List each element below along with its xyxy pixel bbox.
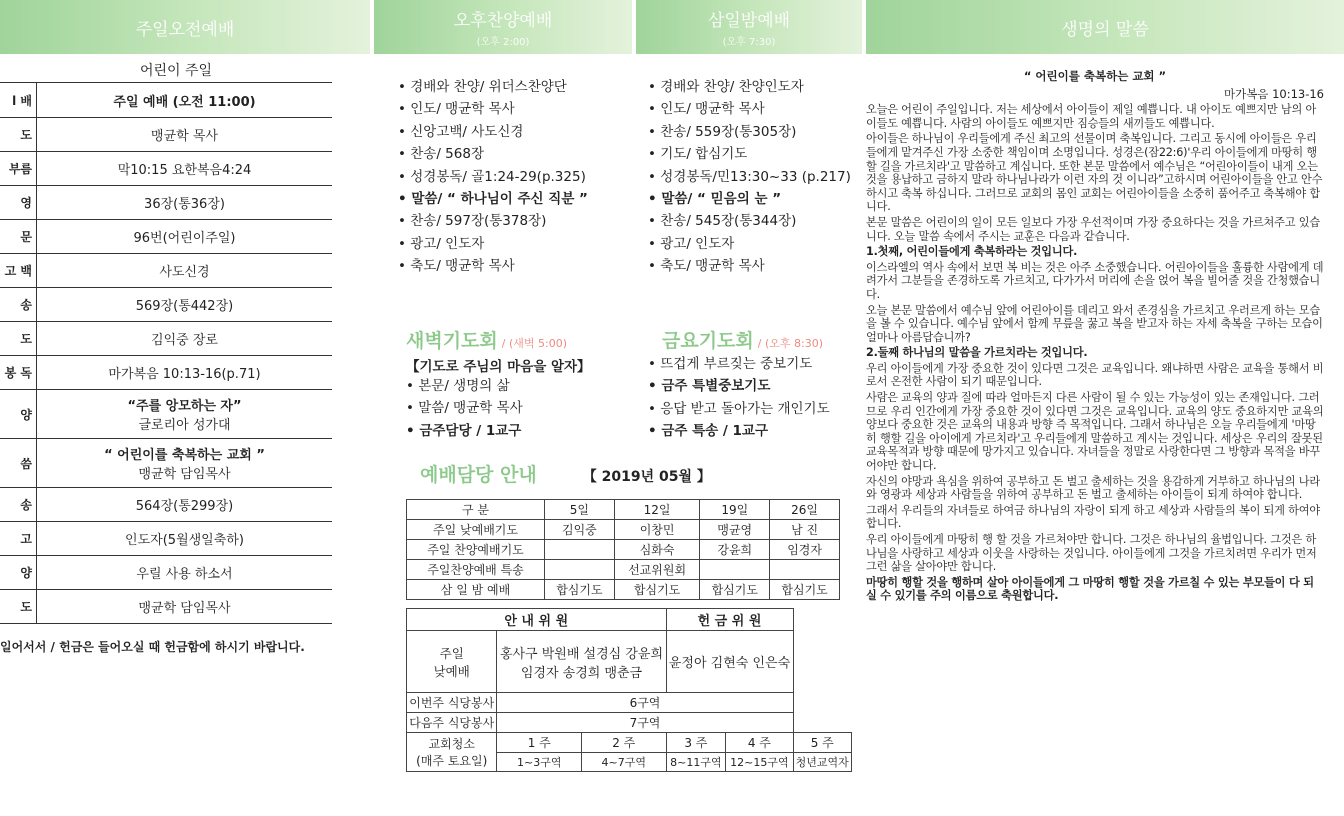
worship-row xyxy=(0,83,332,118)
worship-row-value xyxy=(37,322,332,355)
worship-row-subtext: 맹균학 담임목사 xyxy=(138,467,231,482)
list-item: • 경배와 찬양/ 찬양인도자 xyxy=(648,76,862,98)
worship-row xyxy=(0,254,332,288)
list-item: • 뜨겁게 부르짖는 중보기도 xyxy=(648,353,862,375)
duty-header-cell: 12일 xyxy=(614,500,700,520)
sermon-title: “ 어린이를 축복하는 교회 ” xyxy=(1023,69,1167,83)
duty-cell: 합심기도 xyxy=(545,580,615,600)
worship-rows xyxy=(0,83,332,624)
worship-row-value xyxy=(37,152,332,185)
friday-prayer xyxy=(648,326,862,443)
duty-header-cell: 19일 xyxy=(700,500,770,520)
worship-row-text: 인도자(5월생일축하) xyxy=(125,533,244,548)
dawn-prayer-time: / (새벽 5:00) xyxy=(501,337,568,350)
offering-committee-members: 윤정아 김현숙 인은숙 xyxy=(666,631,793,693)
worship-row-text: 569장(통442장) xyxy=(135,299,234,314)
cleaning-label-sub: (매주 토요일) xyxy=(416,754,488,768)
guide-members-line-2: 임경자 송경희 맹춘금 xyxy=(520,665,643,681)
dawn-prayer-title: 새벽기도회 xyxy=(406,330,498,352)
offering-note: 일어서서 / 헌금은 들어오실 때 헌금함에 하시기 바랍니다. xyxy=(0,640,305,654)
list-item: • 응답 받고 돌아가는 개인기도 xyxy=(648,398,862,420)
duty-cell: 주일찬양예배 특송 xyxy=(407,560,545,580)
worship-row-text: 564장(통299장) xyxy=(135,499,234,514)
committee-service-label: 주일 낮예배 xyxy=(407,631,497,693)
morning-service-title: 어린이 주일 xyxy=(0,60,332,83)
afternoon-order-list xyxy=(398,76,634,278)
friday-prayer-heading xyxy=(648,326,862,353)
sermon-paragraph-3: 본문 말씀은 어린이의 일이 모든 일보다 가장 우선적이며 가장 중요하다는 것을 가르쳐주고 있습니다. 오늘 말씀 속에서 주시는 교훈은 다음과 같습니다. xyxy=(866,215,1320,243)
worship-row-text: 김익중 장로 xyxy=(151,333,218,348)
duty-cell: 김익중 xyxy=(545,520,615,540)
afternoon-service xyxy=(398,76,634,278)
list-item: • 금주 특별중보기도 xyxy=(648,375,862,397)
banner-afternoon-title: 오후찬양예배 xyxy=(453,11,553,31)
list-item: • 인도/ 맹균학 목사 xyxy=(648,98,862,120)
duty-cell xyxy=(700,560,770,580)
duty-cell: 맹균영 xyxy=(700,520,770,540)
guide-committee-header: 안 내 위 원 xyxy=(407,609,667,631)
cleaning-week-cell: 1 주 xyxy=(497,733,582,753)
cleaning-week-cell: 4 주 xyxy=(726,733,793,753)
duty-cell: 주일 낮예배기도 xyxy=(407,520,545,540)
duty-cell: 합심기도 xyxy=(614,580,700,600)
worship-row-label: 도 xyxy=(0,590,37,623)
table-row xyxy=(407,580,840,600)
duty-guide xyxy=(406,460,846,600)
offering-committee-header: 헌 금 위 원 xyxy=(666,609,793,631)
sermon-paragraph-2: 아이들은 하나님이 우리들에게 주신 최고의 선물이며 축복입니다. 그리고 동시에 아이들은 우리들에게 맡겨주신 가장 소중한 책임이며 소명입니다. 성경은(잠22:6)'우리 아이들에게 마땅히 행할 길을 가르치라'고 말씀하고 계십니다. 또한 본문 말씀에서 예수님은 “어린아이들이 내게 오는 것을 용납하고 금하지 말라 하나님나라가 이런 자의 것 이니라”고하시며 어린아이들을 안고 안수하시고 축복 하십니다. 그러므로 교회의 몸인 교회는 어린아이들을 소중히 품어주고 축복해야 합니다. xyxy=(866,132,1323,214)
list-item: • 본문/ 생명의 삶 xyxy=(406,375,646,397)
list-item: • 찬송/ 568장 xyxy=(398,143,634,165)
worship-row-value xyxy=(37,118,332,151)
dawn-prayer xyxy=(406,326,646,442)
worship-row-label: l 배 xyxy=(0,83,37,117)
sermon-paragraph-6: 우리 아이들에게 가장 중요한 것이 있다면 그것은 교육입니다. 왜냐하면 사람은 교육을 통해서 비로서 온전한 사람이 되기 때문입니다. xyxy=(866,361,1324,389)
sermon-paragraph-5: 오늘 본문 말씀에서 예수님 앞에 어린아이를 데리고 와서 존경심을 가르치고 우러르게 하는 모습을 볼 수 있습니다. 예수님 앞에서 함께 무릎을 꿇고 복을 받고자 하는 자세 축복을 구하는 모습이 얼마나 아름답습니까? xyxy=(866,303,1323,344)
dawn-prayer-heading xyxy=(406,326,646,353)
list-item: • 금주 특송 / 1교구 xyxy=(648,420,862,442)
dawn-prayer-list xyxy=(406,375,646,442)
worship-row-text: 우릴 사용 하소서 xyxy=(136,567,233,582)
worship-row-label: 송 xyxy=(0,488,37,521)
wednesday-order-list xyxy=(648,76,862,278)
banner-wednesday-title: 삼일밤예배 xyxy=(707,11,791,31)
worship-row-label: 고 xyxy=(0,522,37,555)
sermon-paragraph-10: 우리 아이들에게 마땅히 행 할 것을 가르쳐야만 합니다. 그것은 하나님의 율법입니다. 그것은 하나님을 사랑하고 세상과 이웃을 사랑하는 것입니다. 아이들에게 그것을 가르치려면 우리가 먼저 그런 삶을 살아야만 합니다. xyxy=(866,533,1317,574)
worship-row-value xyxy=(37,390,332,438)
list-item: • 인도/ 맹균학 목사 xyxy=(398,98,634,120)
duty-cell: 심화숙 xyxy=(614,540,700,560)
list-item: • 성경봉독/ 골1:24-29(p.325) xyxy=(398,166,634,188)
list-item: • 금주담당 / 1교구 xyxy=(406,420,646,442)
duty-guide-title: 예배담당 안내 xyxy=(420,464,537,486)
banner-morning xyxy=(0,0,370,54)
cleaning-week-cell: 3 주 xyxy=(666,733,726,753)
list-item: • 찬송/ 597장(통378장) xyxy=(398,210,634,232)
guide-committee-members xyxy=(497,631,666,693)
worship-row xyxy=(0,390,332,439)
dawn-prayer-theme: 【기도로 주님의 마음을 알자】 xyxy=(406,359,591,375)
banner-sermon-title: 생명의 말씀 xyxy=(1061,19,1149,40)
morning-service-order xyxy=(0,60,332,655)
worship-row-text: 맹균학 목사 xyxy=(151,129,218,144)
worship-row-text: “ 어린이를 축복하는 교회 ” xyxy=(104,448,265,463)
worship-row-label: 씀 xyxy=(0,439,37,487)
duty-table xyxy=(406,499,840,600)
worship-row-value xyxy=(37,488,332,521)
banner-wednesday-time: (오후 7:30) xyxy=(722,37,776,48)
worship-row-text: 맹균학 담임목사 xyxy=(138,601,231,616)
worship-row-value xyxy=(37,220,332,253)
duty-cell: 강윤희 xyxy=(700,540,770,560)
list-item: • 기도/ 합심기도 xyxy=(648,143,862,165)
list-item: • 찬송/ 559장(통305장) xyxy=(648,121,862,143)
sermon-paragraph-8: 자신의 야망과 욕심을 위하여 공부하고 돈 벌고 출세하는 것을 용감하게 거부하고 하나님의 나라와 영광과 세상과 사람들을 위하여 공부하고 돈 벌고 출세하는 아이들이 되게 하여야 합니다. xyxy=(866,474,1320,502)
worship-row-value xyxy=(37,439,332,487)
sermon-reference: 마가복음 10:13-16 xyxy=(1223,86,1324,101)
list-item: • 축도/ 맹균학 목사 xyxy=(398,255,634,277)
cleaning-week-cell: 2 주 xyxy=(581,733,666,753)
worship-row-text: 96번(어린이주일) xyxy=(133,231,236,246)
worship-row-label: 영 xyxy=(0,186,37,219)
duty-header-cell: 구 분 xyxy=(407,500,545,520)
worship-row xyxy=(0,439,332,488)
duty-cell: 주일 찬양예배기도 xyxy=(407,540,545,560)
cleaning-week-cell: 5 주 xyxy=(793,733,852,753)
friday-prayer-title: 금요기도회 xyxy=(662,330,754,352)
sermon-paragraph-1: 오늘은 어린이 주일입니다. 저는 세상에서 아이들이 제일 예쁩니다. 내 아이도 예쁘지만 남의 아이들도 예쁩니다. 사람의 아이들도 예쁘지만 짐승들의 새끼들도 예쁩니다. xyxy=(866,103,1317,130)
duty-cell: 이창민 xyxy=(614,520,700,540)
duty-cell: 삼 일 밤 예배 xyxy=(407,580,545,600)
worship-row-value xyxy=(37,254,332,287)
sermon-paragraph-4: 이스라엘의 역사 속에서 보면 복 비는 것은 아주 소중했습니다. 어린아이들을 훌륭한 사람에게 데려가서 그분들을 존경하도록 가르치고, 다가가서 머리에 손을 얹어 복을 빌어줄 것을 간청했습니다. xyxy=(866,260,1324,301)
worship-row-text: 36장(통36장) xyxy=(144,197,225,212)
friday-prayer-time: / (오후 8:30) xyxy=(757,337,824,350)
worship-row-label: 양 xyxy=(0,556,37,589)
worship-row-label: 도 xyxy=(0,118,37,151)
list-item: • 말씀/ “ 믿음의 눈 ” xyxy=(648,188,862,210)
sermon-point-2: 2.둘째 하나님의 말씀을 가르치라는 것입니다. xyxy=(866,346,1088,360)
table-row xyxy=(407,540,840,560)
worship-row xyxy=(0,322,332,356)
sermon-paragraph-7: 사람은 교육의 양과 질에 따라 얼마든지 다른 사람이 될 수 있는 가능성이 있는 존재입니다. 그러므로 우리 인간에게 가장 중요한 것이 있다면 그것은 교육입니다. 교육의 양도 중요하지만 교육의 양보다 중요한 것은 교육의 내용과 방향 즉 목적입니다. 그래서 하나님은 오늘 우리들에게 '마땅히 행할 길을 아이에게 가르치라'고 우리들에게 말씀하고 계시는 것입니다. 세상은 우리의 잘못된 교육목적과 방향 때문에 망가지고 있습니다. 자녀들을 정말로 사랑한다면 그 방향과 목적을 바꾸어야만 합니다. xyxy=(866,391,1324,473)
cleaning-zone-cell: 4~7구역 xyxy=(581,753,666,772)
worship-row xyxy=(0,590,332,624)
banner-sermon xyxy=(866,0,1344,54)
worship-row-value xyxy=(37,186,332,219)
friday-prayer-list xyxy=(648,353,862,443)
duty-header-cell: 26일 xyxy=(770,500,840,520)
worship-row xyxy=(0,556,332,590)
cleaning-zone-cell: 8~11구역 xyxy=(666,753,726,772)
cleaning-zone-cell: 청년교역자 xyxy=(793,753,852,772)
list-item: • 광고/ 인도자 xyxy=(648,233,862,255)
next-week-kitchen-label: 다음주 식당봉사 xyxy=(407,713,497,733)
list-item: • 말씀/ 맹균학 목사 xyxy=(406,397,646,419)
worship-row-label: 봉 독 xyxy=(0,356,37,389)
worship-row-value xyxy=(37,288,332,321)
worship-row-text: 사도신경 xyxy=(159,265,210,280)
duty-cell: 남 진 xyxy=(770,520,840,540)
sermon-paragraph-9: 그래서 우리들의 자녀들로 하여금 하나님의 자랑이 되게 하고 세상과 사람들의 복이 되게 하여야 합니다. xyxy=(866,503,1320,531)
next-week-kitchen-value: 7구역 xyxy=(497,713,793,733)
worship-row-text: 막10:15 요한복음4:24 xyxy=(117,163,252,178)
worship-row xyxy=(0,152,332,186)
worship-row xyxy=(0,220,332,254)
wednesday-service xyxy=(648,76,862,278)
cleaning-zone-cell: 1~3구역 xyxy=(497,753,582,772)
guide-members-line-1: 홍사구 박원배 설경심 강윤희 xyxy=(499,646,664,662)
worship-row-label: 송 xyxy=(0,288,37,321)
worship-row-label: 고 백 xyxy=(0,254,37,287)
worship-row-subtext: 글로리아 성가대 xyxy=(138,418,231,433)
duty-cell xyxy=(545,560,615,580)
worship-row-value xyxy=(37,356,332,389)
banner-afternoon-time: (오후 2:00) xyxy=(476,37,530,48)
duty-cell: 합심기도 xyxy=(770,580,840,600)
duty-cell: 선교위원회 xyxy=(614,560,700,580)
sermon-closing: 마땅히 행할 것을 행하며 살아 아이들에게 그 마땅히 행할 것을 가르칠 수 있는 부모들이 다 되실 수 있기를 주의 이름으로 축원합니다. xyxy=(866,575,1314,603)
cleaning-zone-cell: 12~15구역 xyxy=(726,753,793,772)
committee xyxy=(406,608,852,772)
worship-row-label: 양 xyxy=(0,390,37,438)
worship-row-value xyxy=(37,556,332,589)
worship-row-label: 문 xyxy=(0,220,37,253)
list-item: • 경배와 찬양/ 위더스찬양단 xyxy=(398,76,634,98)
worship-row-value xyxy=(37,83,332,117)
cleaning-label-text: 교회청소 xyxy=(428,737,475,751)
worship-row-text: 주일 예배 (오전 11:00) xyxy=(113,94,256,110)
worship-row-text: 마가복음 10:13-16(p.71) xyxy=(108,367,261,382)
banner-wednesday xyxy=(636,0,862,54)
committee-table xyxy=(406,608,852,772)
worship-row xyxy=(0,522,332,556)
worship-row-text: “주를 앙모하는 자” xyxy=(127,399,242,414)
duty-cell: 합심기도 xyxy=(700,580,770,600)
this-week-kitchen-value: 6구역 xyxy=(497,693,793,713)
worship-row-label: 부름 xyxy=(0,152,37,185)
worship-row xyxy=(0,356,332,390)
list-item: • 광고/ 인도자 xyxy=(398,233,634,255)
cleaning-label xyxy=(407,733,497,772)
list-item: • 축도/ 맹균학 목사 xyxy=(648,255,862,277)
this-week-kitchen-label: 이번주 식당봉사 xyxy=(407,693,497,713)
worship-row xyxy=(0,118,332,152)
list-item: • 찬송/ 545장(통344장) xyxy=(648,210,862,232)
duty-header-cell: 5일 xyxy=(545,500,615,520)
worship-row xyxy=(0,488,332,522)
banner-afternoon xyxy=(374,0,632,54)
duty-cell: 임경자 xyxy=(770,540,840,560)
list-item: • 말씀/ “ 하나님이 주신 직분 ” xyxy=(398,188,634,210)
list-item: • 신앙고백/ 사도신경 xyxy=(398,121,634,143)
worship-row-value xyxy=(37,522,332,555)
banner-morning-title: 주일오전예배 xyxy=(135,19,235,40)
table-row xyxy=(407,560,840,580)
worship-row-value xyxy=(37,590,332,623)
sermon-point-1: 1.첫째, 어린이들에게 축복하라는 것입니다. xyxy=(866,245,1078,259)
worship-row-label: 도 xyxy=(0,322,37,355)
duty-cell xyxy=(770,560,840,580)
duty-guide-month: 【 2019년 05월 】 xyxy=(582,469,711,485)
worship-row xyxy=(0,288,332,322)
list-item: • 성경봉독/민13:30~33 (p.217) xyxy=(648,166,862,188)
table-row xyxy=(407,520,840,540)
duty-cell xyxy=(545,540,615,560)
worship-row xyxy=(0,186,332,220)
sermon-text xyxy=(866,70,1324,605)
